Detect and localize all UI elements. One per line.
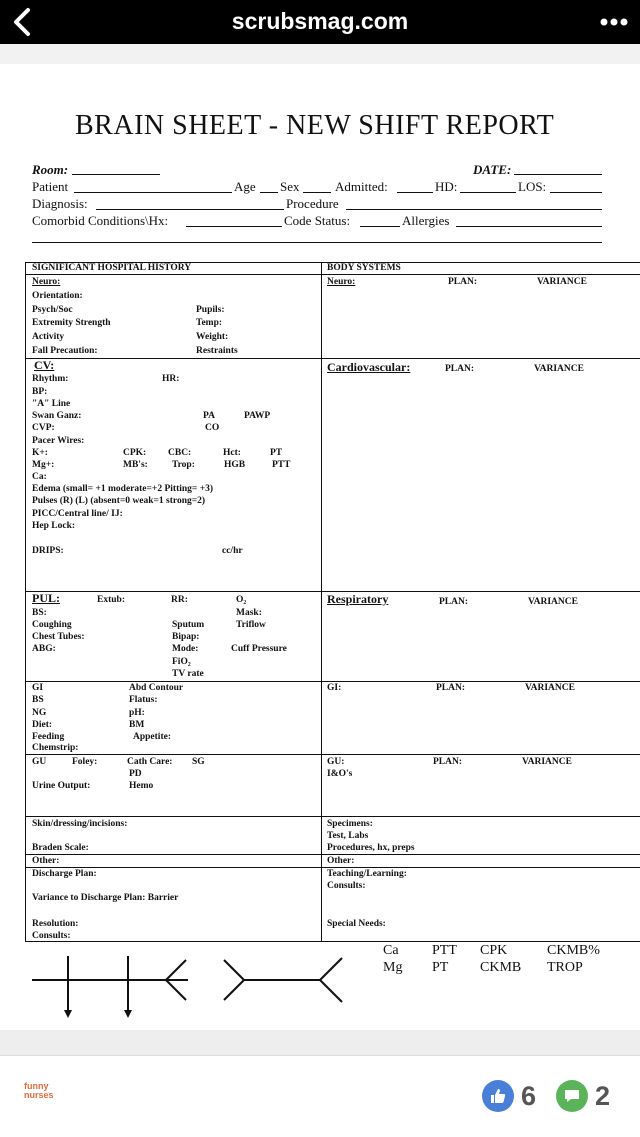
pul-label: PUL: [32, 591, 60, 605]
column-divider [321, 263, 322, 941]
fill-line [186, 226, 282, 227]
comorbid-label: Comorbid Conditions\Hx: [32, 213, 169, 228]
site-title: scrubsmag.com [231, 8, 409, 34]
fill-line [346, 209, 602, 210]
plan-label: PLAN: [439, 597, 469, 607]
cardio-label: Cardiovascular: [327, 360, 411, 374]
rr-label: RR: [171, 595, 188, 605]
tv-label: TV rate [172, 669, 204, 679]
ptt-label: PTT [272, 460, 291, 470]
gi-left-label: GI [32, 683, 44, 693]
extremity-label: Extremity Strength [32, 318, 111, 328]
gu-right-label: GU: [327, 757, 345, 767]
hep-label: Hep Lock: [32, 521, 76, 531]
like-count: 6 [521, 1080, 537, 1111]
bipap-label: Bipap: [172, 632, 200, 642]
gi-right-label: GI: [327, 683, 342, 693]
bp-label: BP: [32, 387, 48, 397]
tests-label: Test, Labs [327, 831, 369, 841]
orientation-label: Orientation: [32, 291, 83, 301]
row-divider [26, 681, 640, 682]
fill-line [460, 192, 516, 193]
plan-label: PLAN: [433, 757, 463, 767]
spacer [0, 44, 640, 64]
hct-label: Hct: [223, 448, 241, 458]
plan-label: PLAN: [445, 364, 475, 374]
left-header: SIGNIFICANT HOSPITAL HISTORY [32, 263, 192, 273]
foley-label: Foley: [72, 757, 98, 767]
drips-label: DRIPS: [32, 546, 64, 556]
mode-label: Mode: [172, 644, 199, 654]
brain-sheet-document[interactable] [0, 64, 640, 1030]
code-status-label: Code Status: [284, 213, 351, 228]
chemstrip-label: Chemstrip: [32, 743, 79, 753]
gu-left-label: GU [32, 757, 47, 767]
fio2-label: FiO₂ [172, 657, 191, 667]
trop-label: Trop: [172, 460, 195, 470]
lab-fishbone-diagram [28, 952, 358, 1022]
sputum-label: Sputum [172, 620, 205, 630]
hd-label: HD: [435, 179, 458, 194]
consults-right-label: Consults: [327, 881, 366, 891]
cvp-label: CVP: [32, 423, 55, 433]
row-divider [26, 274, 640, 275]
fill-line [32, 242, 602, 243]
cbc-label: CBC: [168, 448, 192, 458]
comment-count: 2 [595, 1080, 611, 1111]
room-label: Room: [32, 162, 69, 177]
hemo-label: Hemo [129, 781, 154, 791]
variance-label: VARIANCE [537, 277, 587, 287]
sex-label: Sex [280, 179, 300, 194]
variance-label: VARIANCE [528, 597, 578, 607]
fall-label: Fall Precaution: [32, 346, 98, 356]
variance-dc-label: Variance to Discharge Plan: Barrier [32, 893, 179, 903]
picc-label: PICC/Central line/ IJ: [32, 509, 123, 519]
other-left-label: Other: [32, 856, 60, 866]
variance-label: VARIANCE [525, 683, 575, 693]
activity-label: Activity [32, 332, 65, 342]
coughing-label: Coughing [32, 620, 72, 630]
mask-label: Mask: [236, 608, 262, 618]
lab-ptt: PTT [432, 943, 457, 958]
row-divider [26, 816, 640, 817]
specimens-label: Specimens: [327, 819, 373, 829]
diagnosis-label: Diagnosis: [32, 196, 88, 211]
fill-line [514, 174, 602, 175]
plan-label: PLAN: [436, 683, 466, 693]
pa-label: PA [203, 411, 215, 421]
cv-label: CV: [34, 358, 55, 372]
variance-label: VARIANCE [522, 757, 572, 767]
special-needs-label: Special Needs: [327, 919, 386, 929]
resp-label: Respiratory [327, 592, 389, 606]
bm-label: BM [129, 720, 145, 730]
appetite-label: Appetite: [133, 732, 171, 742]
variance-label: VARIANCE [534, 364, 584, 374]
bs-label: BS: [32, 608, 47, 618]
comment-icon [556, 1080, 588, 1112]
skin-label: Skin/dressing/incisions: [32, 819, 128, 829]
temp-label: Temp: [196, 318, 223, 328]
abd-label: Abd Contour [129, 683, 184, 693]
date-label: DATE: [473, 162, 512, 177]
hr-label: HR: [162, 374, 180, 384]
aline-label: "A" Line [32, 399, 71, 409]
procedures-label: Procedures, hx, preps [327, 843, 415, 853]
mg-label: Mg+: [32, 460, 55, 470]
feeding-label: Feeding [32, 732, 65, 742]
comment-button[interactable] [556, 1078, 610, 1114]
other-right-label: Other: [327, 856, 355, 866]
mbs-label: MB's: [123, 460, 148, 470]
triflow-label: Triflow [236, 620, 266, 630]
los-label: LOS: [518, 179, 547, 194]
consults-left-label: Consults: [32, 931, 71, 941]
pd-label: PD [129, 769, 142, 779]
pulses-label: Pulses (R) (L) (absent=0 weak=1 strong=2) [32, 496, 206, 506]
swan-label: Swan Ganz: [32, 411, 82, 421]
cpk-label: CPK: [123, 448, 147, 458]
admitted-label: Admitted: [335, 179, 388, 194]
plan-label: PLAN: [448, 277, 478, 287]
teaching-label: Teaching/Learning: [327, 869, 407, 879]
cchr-label: cc/hr [222, 546, 243, 556]
fill-line [550, 192, 602, 193]
funny-nurses-logo[interactable]: funny nurses [24, 1081, 54, 1100]
abg-label: ABG: [32, 644, 56, 654]
diet-label: Diet: [32, 720, 53, 730]
fill-line [360, 226, 400, 227]
sg-label: SG [192, 757, 205, 767]
more-options-icon[interactable] [598, 12, 630, 32]
ph-label: pH: [129, 708, 145, 718]
right-header: BODY SYSTEMS [327, 263, 401, 273]
fill-line [96, 209, 284, 210]
thumbs-up-icon [482, 1080, 514, 1112]
extub-label: Extub: [97, 595, 125, 605]
resolution-label: Resolution: [32, 919, 79, 929]
browser-top-bar [0, 0, 640, 44]
urine-label: Urine Output: [32, 781, 91, 791]
pawp-label: PAWP [244, 411, 271, 421]
weight-label: Weight: [196, 332, 229, 342]
lab-pt: PT [432, 960, 449, 975]
social-bar [0, 1055, 640, 1137]
like-button[interactable] [482, 1078, 536, 1114]
ng-label: NG [32, 708, 47, 718]
lab-ckmb: CKMB [480, 960, 522, 975]
fill-line [456, 226, 602, 227]
row-divider [26, 854, 640, 855]
bs2-label: BS [32, 695, 44, 705]
flatus-label: Flatus: [129, 695, 158, 705]
row-divider [26, 867, 640, 868]
ca-label: Ca: [32, 472, 47, 482]
fill-line [397, 192, 433, 193]
lab-mg: Mg [383, 960, 403, 975]
discharge-label: Discharge Plan: [32, 869, 97, 879]
age-label: Age [234, 179, 256, 194]
lab-ckmb-pct: CKMB% [547, 943, 600, 958]
neuro-label: Neuro: [32, 277, 61, 287]
neuro-right-label: Neuro: [327, 277, 356, 287]
braden-label: Braden Scale: [32, 843, 89, 853]
hgb-label: HGB [224, 460, 246, 470]
cathcare-label: Cath Care: [127, 757, 173, 767]
pupils-label: Pupils: [196, 305, 225, 315]
restraints-label: Restraints [196, 346, 238, 356]
fill-line [303, 192, 331, 193]
k-label: K+: [32, 448, 48, 458]
report-grid [25, 262, 640, 942]
row-divider [26, 754, 640, 755]
pt-label: PT [270, 448, 283, 458]
psych-label: Psych/Soc [32, 305, 73, 315]
fill-line [72, 174, 160, 175]
rhythm-label: Rhythm: [32, 374, 69, 384]
edema-label: Edema (small= +1 moderate=+2 Pitting= +3) [32, 484, 214, 494]
lab-trop: TROP [547, 960, 583, 975]
pacer-label: Pacer Wires: [32, 436, 85, 446]
lab-cpk: CPK [480, 943, 508, 958]
patient-label: Patient [32, 179, 69, 194]
o2-label: O₂ [236, 595, 247, 605]
fill-line [260, 192, 278, 193]
row-divider [26, 358, 640, 359]
io-label: I&O's [327, 769, 353, 779]
allergies-label: Allergies [402, 213, 450, 228]
fill-line [74, 192, 232, 193]
chest-tubes-label: Chest Tubes: [32, 632, 85, 642]
co-label: CO [205, 423, 220, 433]
lab-ca: Ca [383, 943, 399, 958]
document-title: BRAIN SHEET - NEW SHIFT REPORT [75, 110, 555, 141]
procedure-label: Procedure [286, 196, 339, 211]
cuff-label: Cuff Pressure [231, 644, 287, 654]
